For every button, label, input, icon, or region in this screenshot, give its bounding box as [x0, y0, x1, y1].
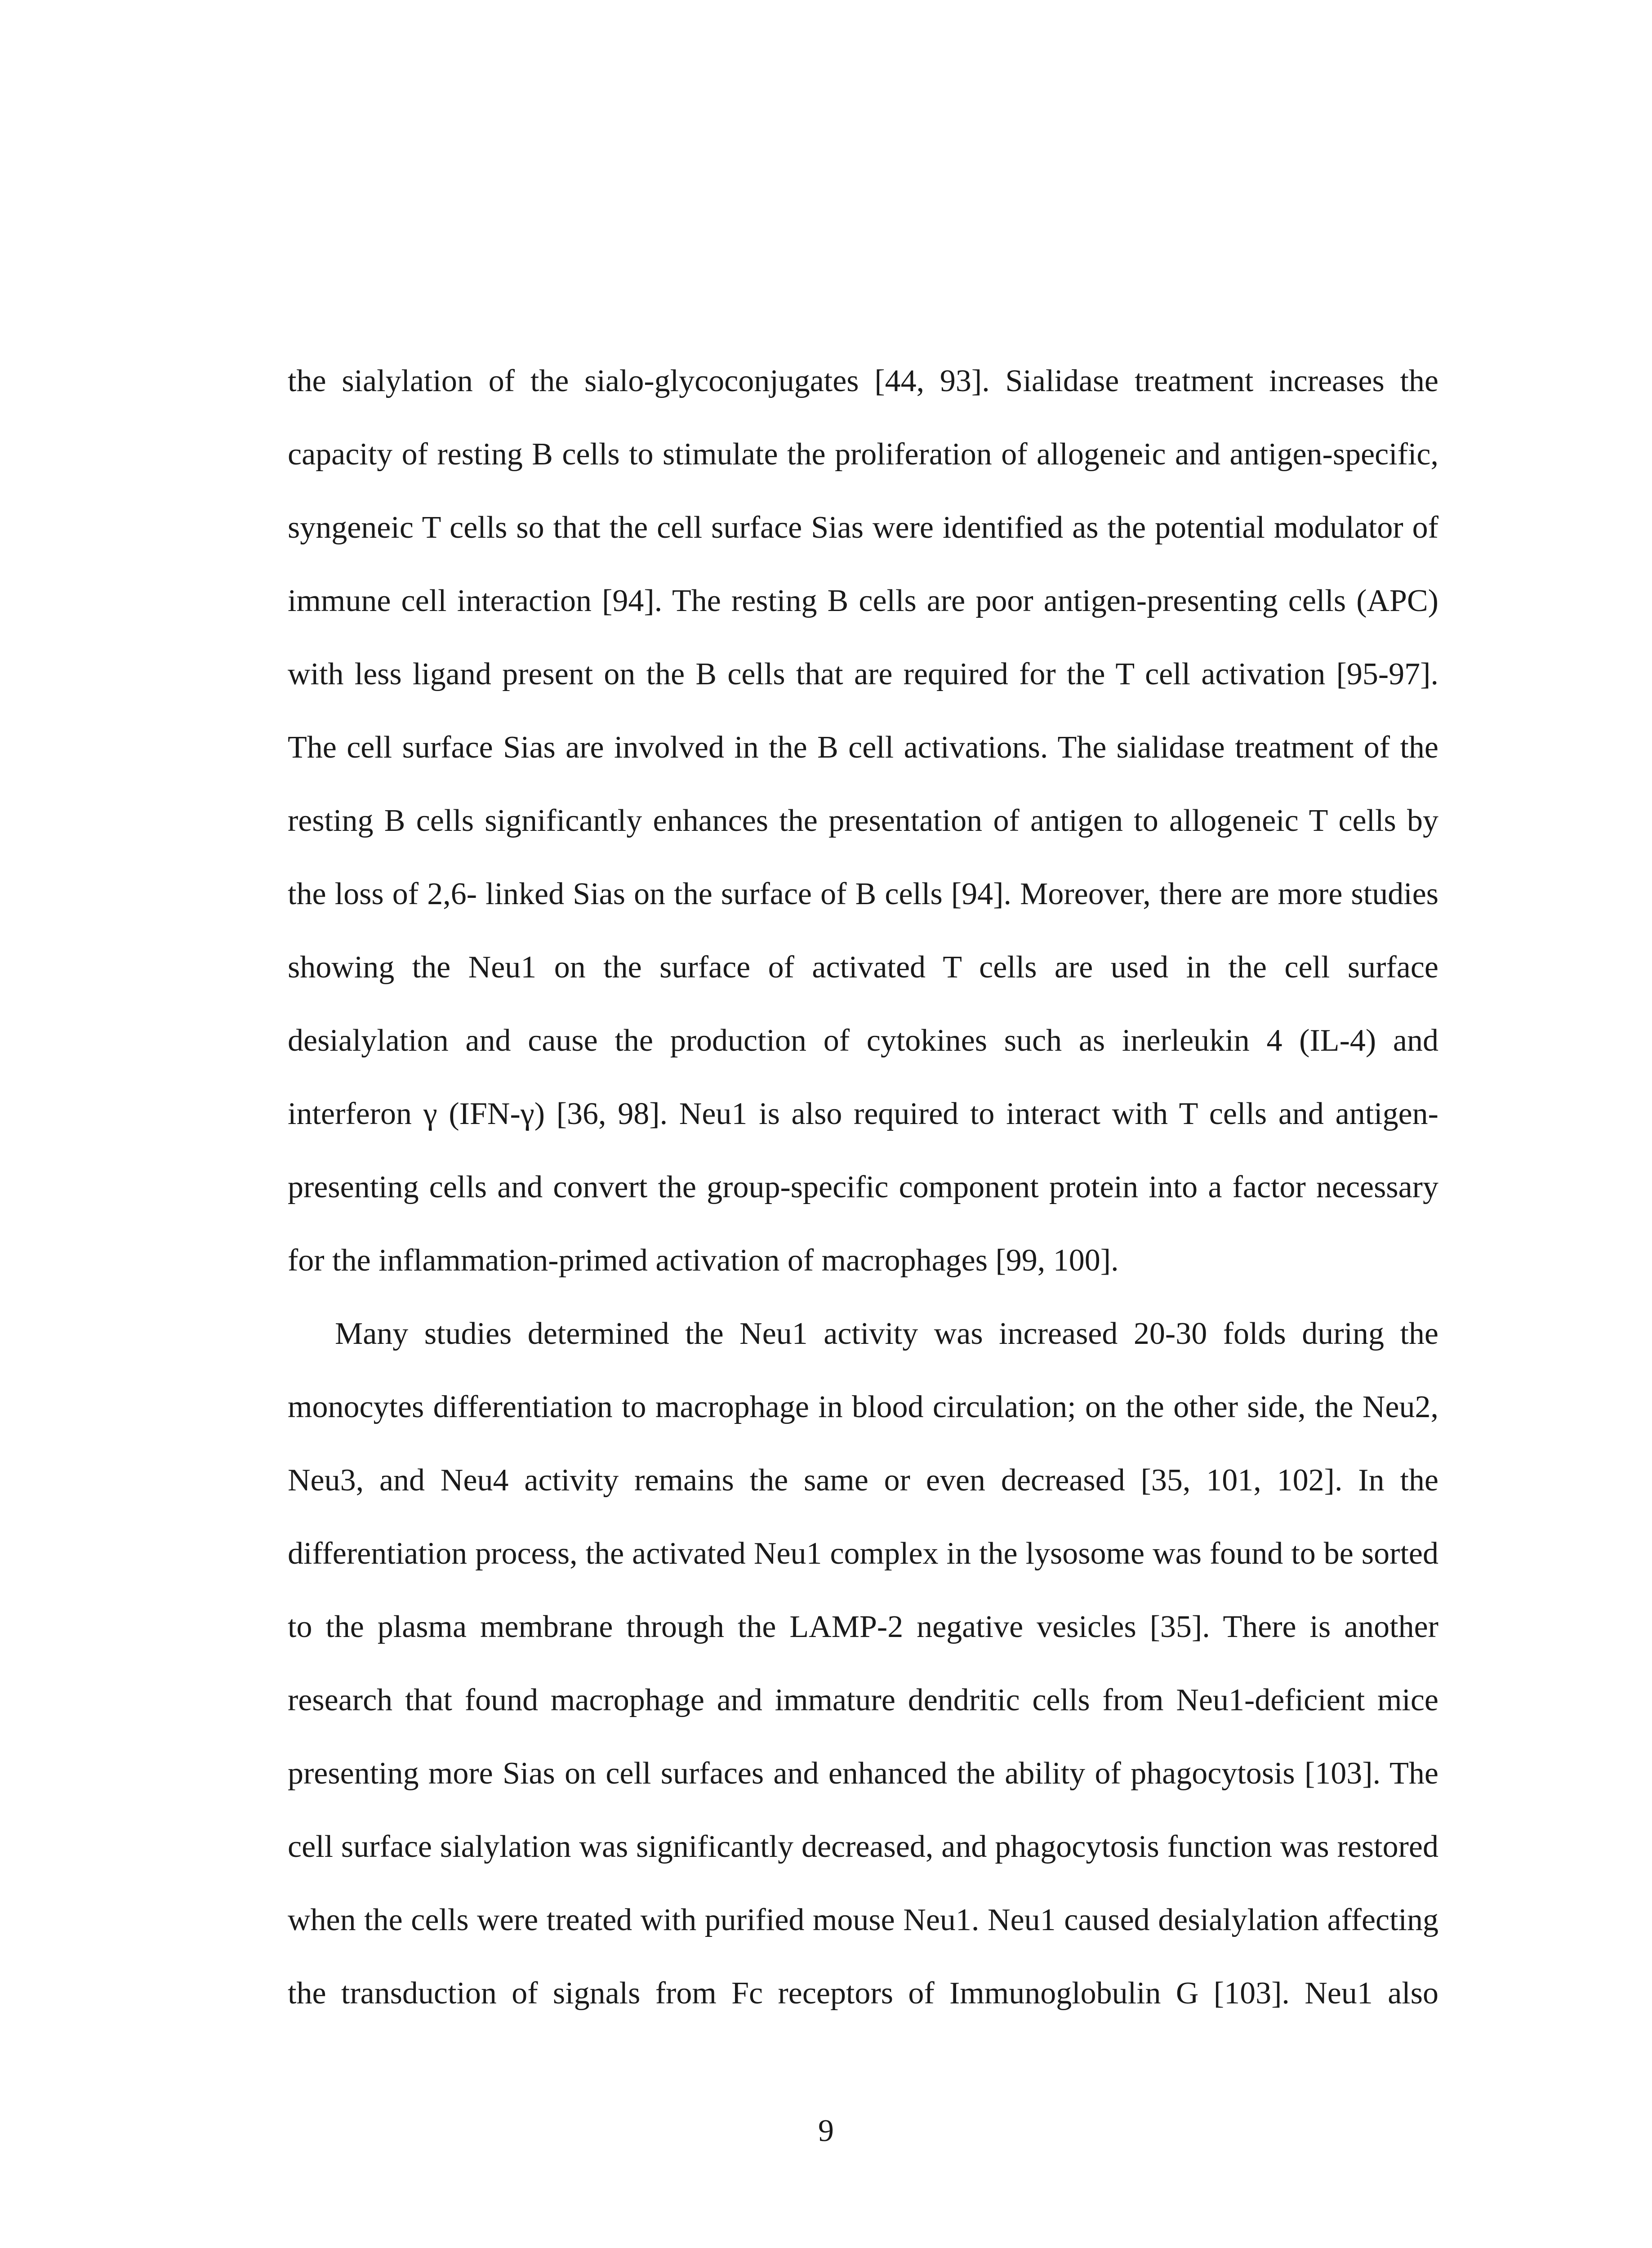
text-line: the transduction of signals from Fc receptors of Immunoglobulin G [103]. Neu1 also [288, 1976, 1438, 2011]
text-line: the sialylation of the sialo-glycoconjugates [44, 93]. Sialidase treatment increases the [288, 364, 1438, 398]
body-text [288, 363, 1438, 2049]
text-line: the loss of 2,6- linked Sias on the surface of B cells [94]. Moreover, there are more studies [288, 877, 1438, 911]
text-line: syngeneic T cells so that the cell surface Sias were identified as the potential modulator of [288, 510, 1438, 545]
text-line: The cell surface Sias are involved in the B cell activations. The sialidase treatment of the [288, 730, 1438, 765]
text-line: showing the Neu1 on the surface of activated T cells are used in the cell surface [288, 950, 1438, 985]
text-line: capacity of resting B cells to stimulate the proliferation of allogeneic and antigen-specific, [288, 437, 1438, 472]
text-line: interferon γ (IFN-γ) [36, 98]. Neu1 is also required to interact with T cells and antigen- [288, 1097, 1438, 1131]
text-line: to the plasma membrane through the LAMP-2 negative vesicles [35]. There is another [288, 1610, 1438, 1644]
text-line: research that found macrophage and immature dendritic cells from Neu1-deficient mice [288, 1683, 1438, 1717]
text-line: differentiation process, the activated Neu1 complex in the lysosome was found to be sorted [288, 1536, 1438, 1571]
text-line: monocytes differentiation to macrophage in blood circulation; on the other side, the Neu2, [288, 1390, 1438, 1424]
text-line: cell surface sialylation was significantly decreased, and phagocytosis function was restored [288, 1829, 1438, 1864]
text-line: with less ligand present on the B cells that are required for the T cell activation [95-97]. [288, 657, 1438, 691]
text-line: presenting cells and convert the group-specific component protein into a factor necessary [288, 1170, 1438, 1204]
text-line: immune cell interaction [94]. The resting B cells are poor antigen-presenting cells (APC) [288, 584, 1438, 618]
text-line: Neu3, and Neu4 activity remains the same or even decreased [35, 101, 102]. In the [288, 1463, 1438, 1498]
text-line: when the cells were treated with purified mouse Neu1. Neu1 caused desialylation affecting [288, 1903, 1438, 1937]
paragraph-last-line: for the inflammation-primed activation of macrophages [99, 100]. [288, 1243, 1119, 1278]
page-number: 9 [818, 2114, 834, 2148]
text-line: desialylation and cause the production of cytokines such as inerleukin 4 (IL-4) and [288, 1023, 1438, 1058]
text-line: resting B cells significantly enhances the presentation of antigen to allogeneic T cells by [288, 803, 1438, 838]
text-line: presenting more Sias on cell surfaces and enhanced the ability of phagocytosis [103]. The [288, 1756, 1438, 1791]
paragraph-first-line: Many studies determined the Neu1 activity was increased 20-30 folds during the [335, 1316, 1438, 1351]
